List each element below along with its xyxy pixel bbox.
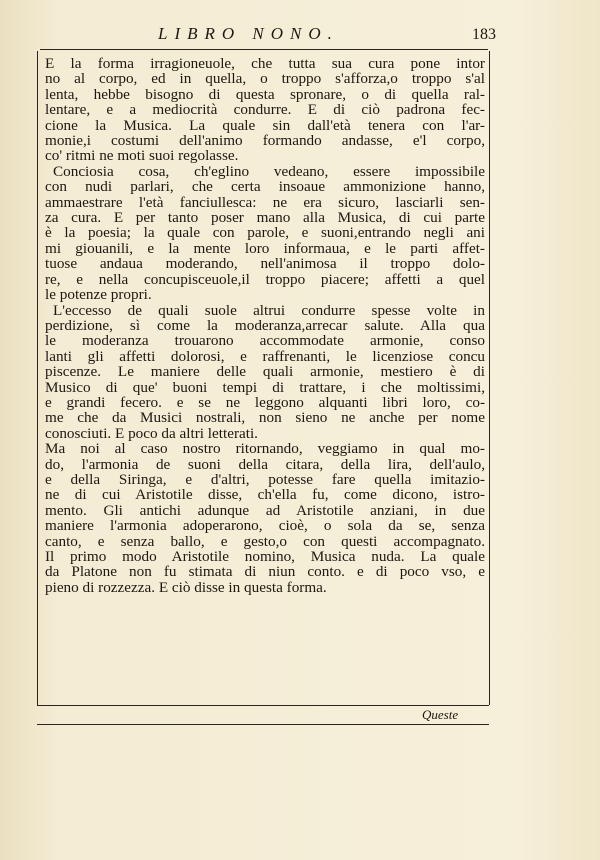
text-line: lanti gli affetti dolorosi, e raffrenanti, le licenziose concu bbox=[45, 347, 485, 365]
running-title: LIBRO NONO. bbox=[158, 24, 339, 43]
text-line: e grandi fecero. e se ne leggono alquanti libri loro, co- bbox=[45, 393, 485, 411]
text-line: piscenze. Le maniere delle quali armonie, mestiero è di bbox=[45, 363, 485, 381]
text-line: pieno di rozzezza. E ciò disse in questa forma. bbox=[45, 578, 327, 596]
text-line: co' ritmi ne moti suoi regolasse. bbox=[45, 147, 239, 165]
text-line: mento. Gli antichi adunque ad Aristotile anziani, in due bbox=[45, 501, 485, 519]
text-line: e della Siringa, e d'altri, potesse fare quella imitazio- bbox=[45, 470, 485, 488]
page-header bbox=[40, 22, 500, 48]
text-line: le potenze propri. bbox=[45, 286, 152, 304]
text-line: ammaestrare l'età fanciullesca: ne era sicuro, lasciarli sen- bbox=[45, 193, 485, 211]
body-text bbox=[45, 56, 485, 595]
text-line: cione la Musica. La quale sin dall'età tenera con l'ar- bbox=[45, 116, 485, 134]
text-line: mi giouanili, e la mente loro informaua, e le parti affet- bbox=[45, 239, 485, 257]
text-line: è la poesia; la quale con parole, e suoni,entrando negli ani bbox=[45, 224, 485, 242]
text-line: lenta, hebbe bisogno di questa spronare, o di quella ral- bbox=[45, 85, 485, 103]
text-line: monie,i costumi dell'animo formando andasse, e'l corpo, bbox=[45, 132, 485, 150]
page-number: 183 bbox=[472, 26, 496, 43]
text-line: maniere l'armonia adoperarono, cioè, o sola da se, senza bbox=[45, 517, 485, 535]
text-line: Il primo modo Aristotile nomino, Musica nuda. La quale bbox=[45, 548, 485, 565]
catchword: Queste bbox=[422, 707, 459, 722]
text-line: tuose andaua moderando, nell'animosa il troppo dolo- bbox=[45, 255, 485, 273]
text-line: perdizione, sì come la moderanza,arrecar salute. Alla qua bbox=[45, 316, 485, 334]
text-line: da Platone non fu stimata di niun conto. e di poco vso, e bbox=[45, 563, 485, 581]
text-line: do, l'armonia de suoni della citara, della lira, dell'aulo, bbox=[45, 455, 485, 473]
footer-rule bbox=[37, 724, 489, 725]
text-line: L'eccesso de quali suole altrui condurre spesse volte in bbox=[53, 301, 485, 319]
text-line: canto, e senza ballo, e gesto,o con questi accompagnato. bbox=[45, 532, 485, 550]
text-line: conosciuti. E poco da altri letterati. bbox=[45, 424, 258, 442]
text-line: con nudi parlari, che certa insoaue ammonizione hanno, bbox=[45, 178, 485, 196]
text-line: ne di cui Aristotile disse, ch'ella fu, come dicono, istro- bbox=[45, 486, 485, 504]
text-line: lentare, e a mediocrità condurre. E di ciò padrona fec- bbox=[45, 101, 485, 119]
text-line: re, e nella concupisceuole,il troppo piacere; affetti a quel bbox=[45, 270, 485, 288]
text-line: me che da Musici nostrali, non sieno ne anche per nome bbox=[45, 409, 485, 427]
text-line: Ma noi al caso nostro ritornando, veggiamo in qual mo- bbox=[45, 440, 485, 458]
text-line: Musico di que' buoni tempi di trattare, i che moltissimi, bbox=[45, 378, 485, 396]
text-line: za cura. E per tanto poser mano alla Musica, di cui parte bbox=[45, 209, 485, 227]
text-line: Conciosia cosa, ch'eglino vedeano, essere impossibile bbox=[53, 162, 485, 180]
text-line: le moderanza trouarono accommodate armonie, conso bbox=[45, 332, 485, 350]
text-line: no al corpo, ed in quella, o troppo s'afforza,o troppo s'al bbox=[45, 70, 485, 88]
header-rule bbox=[40, 49, 488, 50]
frame-bottom-rule bbox=[37, 705, 489, 706]
text-line: E la forma irragioneuole, che tutta sua cura pone intor bbox=[45, 55, 485, 72]
